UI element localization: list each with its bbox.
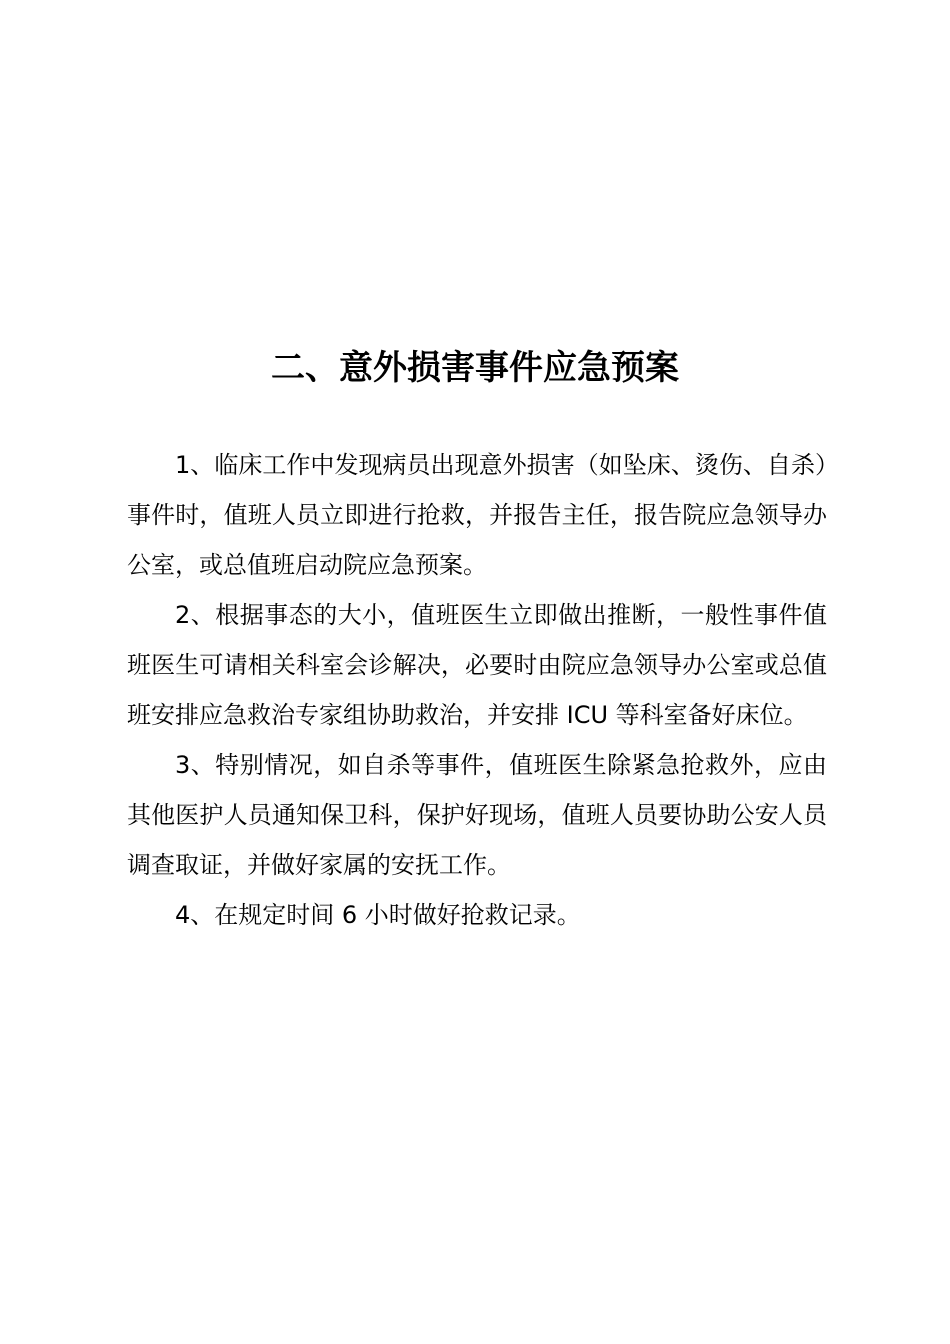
paragraph-2: 2、根据事态的大小，值班医生立即做出推断，一般性事件值班医生可请相关科室会诊解决，必要时由院应急领导办公室或总值班安排应急救治专家组协助救治，并安排 ICU 等科室备好床位。	[127, 601, 827, 729]
document-title: 二、意外损害事件应急预案	[271, 348, 679, 388]
document-body	[127, 440, 827, 940]
paragraph-4: 4、在规定时间 6 小时做好抢救记录。	[175, 901, 581, 929]
paragraph-3: 3、特别情况，如自杀等事件，值班医生除紧急抢救外，应由其他医护人员通知保卫科，保护好现场，值班人员要协助公安人员调查取证，并做好家属的安抚工作。	[127, 751, 827, 879]
paragraph-1: 1、临床工作中发现病员出现意外损害（如坠床、烫伤、自杀）事件时，值班人员立即进行抢救，并报告主任，报告院应急领导办公室，或总值班启动院应急预案。	[127, 451, 827, 579]
